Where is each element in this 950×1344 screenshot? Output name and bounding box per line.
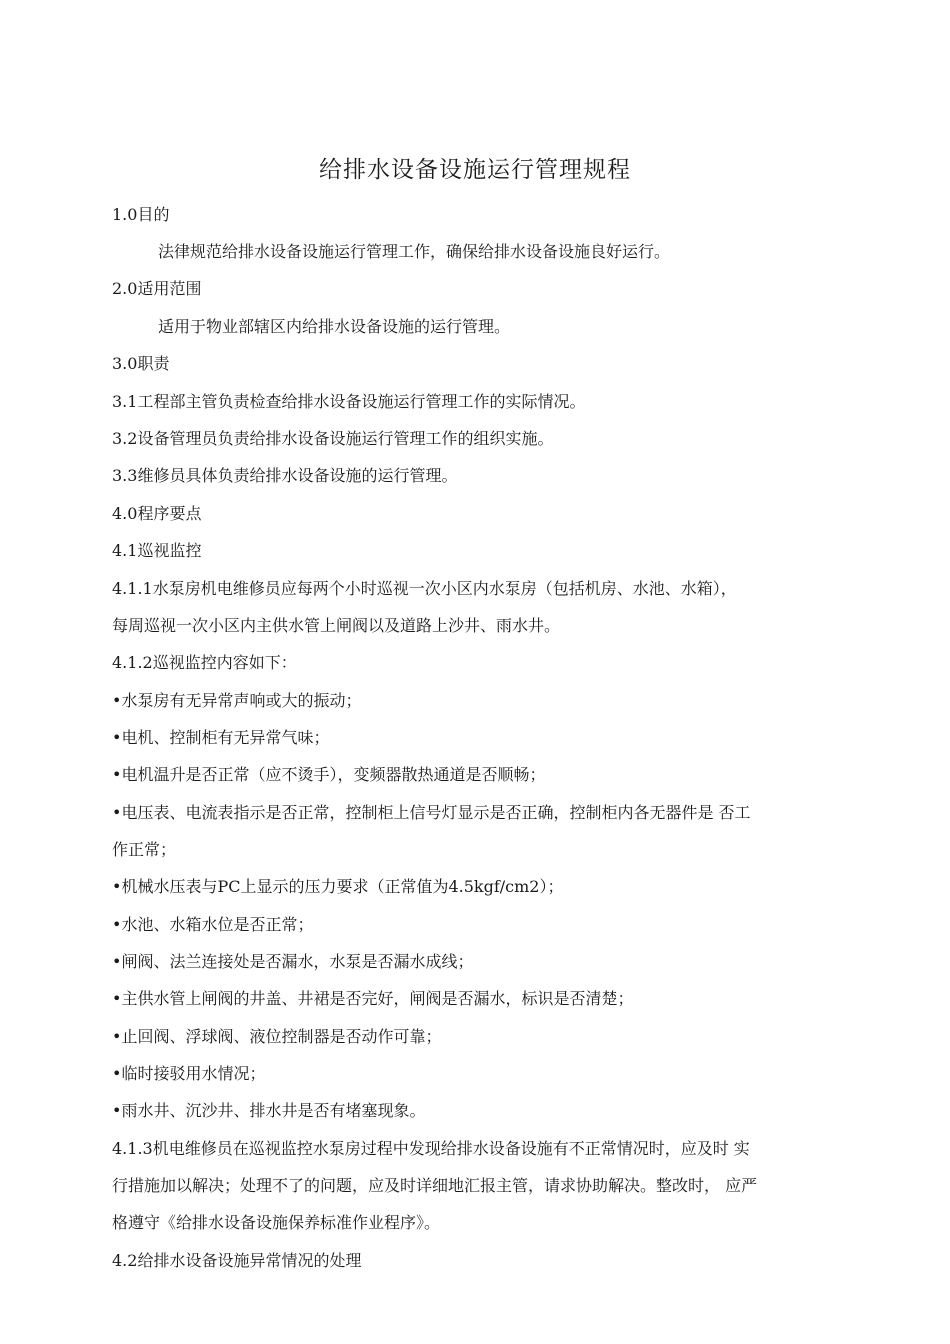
bullet-item: •闸阀、法兰连接处是否漏水，水泵是否漏水成线；: [112, 952, 474, 971]
section-3-item-2: 3.2设备管理员负责给排水设备设施运行管理工作的组织实施。: [112, 429, 554, 448]
paragraph-4-1-3-line-3: 格遵守《给排水设备设施保养标准作业程序》。: [112, 1213, 441, 1232]
bullet-item-continuation: 作正常；: [112, 840, 177, 859]
subsection-4-1-heading: 4.1巡视监控: [112, 541, 202, 560]
bullet-item: •临时接驳用水情况；: [112, 1064, 266, 1083]
bullet-item: •电机温升是否正常（应不烫手），变频器散热通道是否顺畅；: [112, 765, 546, 784]
subsection-4-2-heading: 4.2给排水设备设施异常情况的处理: [112, 1251, 362, 1270]
paragraph-4-1-1-line-1: 4.1.1水泵房机电维修员应每两个小时巡视一次小区内水泵房（包括机房、水池、水箱），: [112, 579, 737, 598]
section-3-item-1: 3.1工程部主管负责检查给排水设备设施运行管理工作的实际情况。: [112, 392, 586, 411]
paragraph-4-1-1-line-2: 每周巡视一次小区内主供水管上闸阀以及道路上沙井、雨水井。: [112, 616, 561, 635]
bullet-item: •电压表、电流表指示是否正常，控制柜上信号灯显示是否正确，控制柜内各无器件是 否工: [112, 803, 751, 822]
section-2-heading: 2.0适用范围: [112, 279, 202, 298]
bullet-item: •水池、水箱水位是否正常；: [112, 915, 314, 934]
bullet-item: •水泵房有无异常声响或大的振动；: [112, 691, 362, 710]
section-1-heading: 1.0目的: [112, 205, 170, 224]
section-3-heading: 3.0职责: [112, 354, 170, 373]
paragraph-4-1-3-line-1: 4.1.3机电维修员在巡视监控水泵房过程中发现给排水设备设施有不正常情况时，应及时 实: [112, 1139, 750, 1158]
section-1-body: 法律规范给排水设备设施运行管理工作，确保给排水设备设施良好运行。: [158, 242, 671, 261]
section-4-heading: 4.0程序要点: [112, 504, 202, 523]
section-2-body: 适用于物业部辖区内给排水设备设施的运行管理。: [158, 317, 511, 336]
bullet-item: •主供水管上闸阀的井盖、井裙是否完好，闸阀是否漏水，标识是否清楚；: [112, 989, 634, 1008]
section-3-item-3: 3.3维修员具体负责给排水设备设施的运行管理。: [112, 466, 458, 485]
bullet-item: •机械水压表与PC上显示的压力要求（正常值为4.5kgf/cm2）；: [112, 877, 564, 896]
paragraph-4-1-2: 4.1.2巡视监控内容如下：: [112, 653, 297, 672]
bullet-item: •电机、控制柜有无异常气味；: [112, 728, 330, 747]
paragraph-4-1-3-line-2: 行措施加以解决；处理不了的问题，应及时详细地汇报主管，请求协助解决。整改时， 应严: [112, 1176, 758, 1195]
bullet-item: •止回阀、浮球阀、液位控制器是否动作可靠；: [112, 1027, 442, 1046]
bullet-item: •雨水井、沉沙井、排水井是否有堵塞现象。: [112, 1101, 426, 1120]
document-title: 给排水设备设施运行管理规程: [319, 157, 631, 183]
